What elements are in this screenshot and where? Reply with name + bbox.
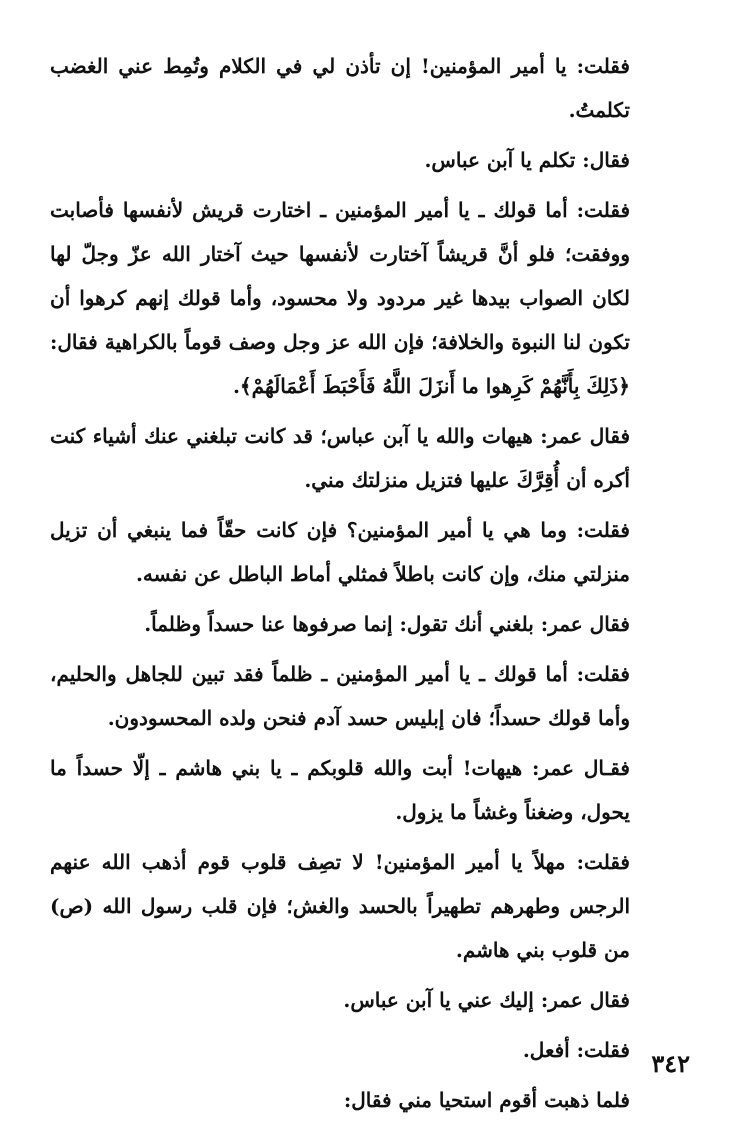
paragraph-12: فلما ذهبت أقوم استحيا مني فقال: [343,1088,630,1112]
paragraph-7: فقلت: أما قولك ـ يا أمير المؤمنين ـ ظلماً فقد تبين للجاهل والحليم، وأما قولك حسداً؛ فان إبليس حسد آدم فنحن ولده المحسودون. [50,662,630,730]
paragraph-11: فقلت: أفعل. [522,1038,630,1062]
page-body [50,44,690,1128]
paragraph-6: فقال عمر: بلغني أنك تقول: إنما صرفوها عنا حسداً وظلماً. [144,612,630,636]
paragraph-5: فقلت: وما هي يا أمير المؤمنين؟ فإن كانت حقّاً فما ينبغي أن تزيل منزلتي منك، وإن كانت باطلاً فمثلي أماط الباطل عن نفسه. [50,518,630,586]
paragraph-9: فقلت: مهلاً يا أمير المؤمنين! لا تصِف قلوب قوم أذهب الله عنهم الرجس وطهرهم تطهيراً بالحسد والغش؛ فإن قلب رسول الله (ص) من قلوب بني هاشم. [50,850,630,962]
paragraph-4: فقال عمر: هيهات والله يا آبن عباس؛ قد كانت تبلغني عنك أشياء كنت أكره أن أُقِرَّكَ عليها فتزيل منزلتك مني. [50,424,630,492]
page-number: ٣٤٢ [651,1049,690,1078]
paragraph-1: فقلت: يا أمير المؤمنين! إن تأذن لي في الكلام وتُمِط عني الغضب تكلمتُ. [50,54,630,122]
paragraph-8: فقـال عمر: هيهات! أبت والله قلوبكم ـ يا بني هاشم ـ إلّا حسداً ما يحول، وضغناً وغشاً ما يزول. [50,756,630,824]
paragraph-2: فقال: تكلم يا آبن عباس. [424,148,630,172]
paragraph-3: فقلت: أما قولك ـ يا أمير المؤمنين ـ اختارت قريش لأنفسها فأصابت ووفقت؛ فلو أنَّ قريشاً آختارت لأنفسها حيث آختار الله عزّ وجلّ لها لكان الصواب بيدها غير مردود ولا محسود، وأما قولك إنهم كرهوا أن تكون لنا النبوة والخلافة؛ فإن الله عز وجل وصف قوماً بالكراهية فقال: ﴿ذَلِكَ بِأَنَّهُمْ كَرِهوا ما أَنزَلَ اللَّهُ فَأَحْبَطَ أَعْمَالَهُمْ﴾. [50,198,630,398]
paragraph-10: فقال عمر: إليك عني يا آبن عباس. [343,988,630,1012]
